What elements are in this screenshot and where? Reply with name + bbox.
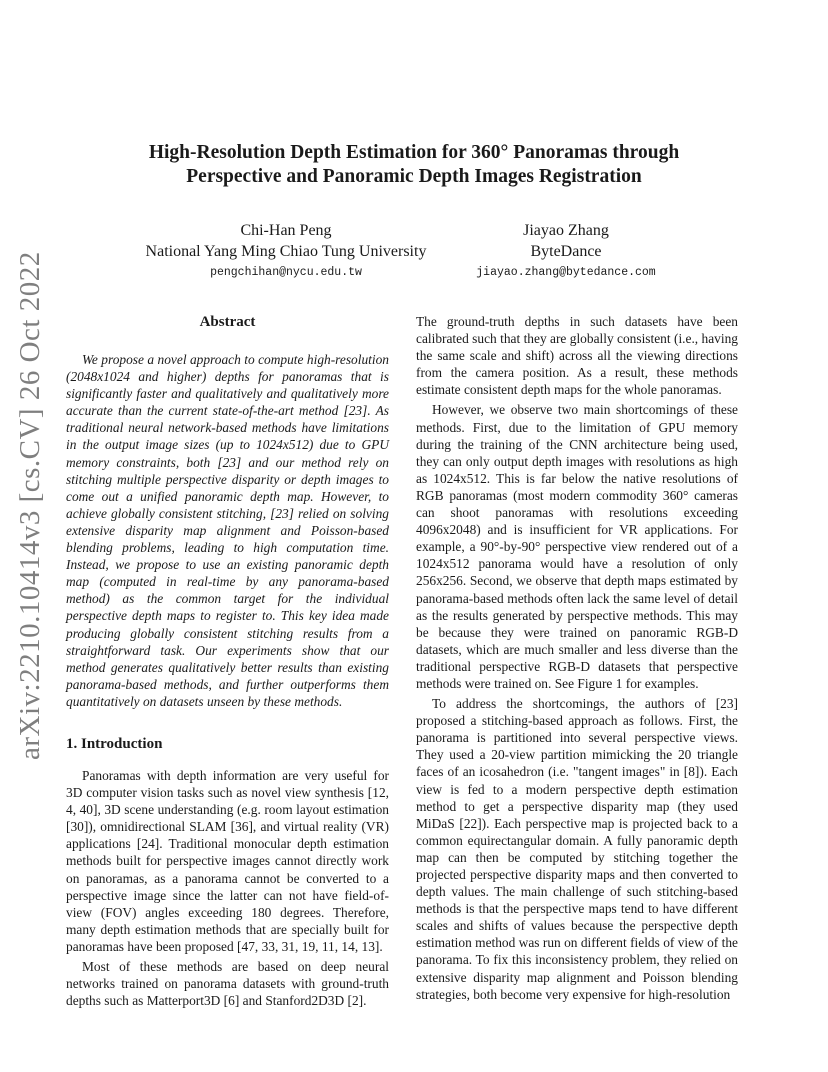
title-line-2: Perspective and Panoramic Depth Images Registration <box>186 166 642 187</box>
author-email[interactable]: pengchihan@nycu.edu.tw <box>210 266 362 279</box>
author-name: Chi-Han Peng <box>240 222 332 239</box>
author-1 <box>120 220 452 283</box>
author-affiliation: National Yang Ming Chiao Tung University <box>145 243 427 260</box>
body-paragraph-2: However, we observe two main shortcomings of these methods. First, due to the limitation of GPU memory during the training of the CNN architecture being used, they can only output depth images with resolutions as high as 1024x512. This is far below the native resolutions of RGB panoramas (most modern commodity 360° cameras can shoot panoramas with resolutions exceeding 4096x2048) and is insufficient for VR applications. For example, a 90°-by-90° perspective view rendered out of a 1024x512 panorama would have a resolution of only 256x256. Second, we observe that depth maps estimated by panorama-based methods often lack the same level of detail as the results generated by perspective methods. This may be because they were trained on panoramic RGB-D datasets, which are much smaller and less diverse than the traditional perspective RGB-D datasets that perspective methods were trained on. See Figure 1 for examples. <box>416 402 738 691</box>
left-column <box>66 310 389 1012</box>
introduction-heading: 1. Introduction <box>66 735 163 752</box>
paper-title <box>100 141 728 189</box>
body-paragraph-3: To address the shortcomings, the authors of [23] proposed a stitching-based approach as follows. First, the panorama is partitioned into several perspective views. They used a 20-view partition mimicking the 20 triangle faces of an icosahedron (i.e. "tangent images" in [8]). Each view is fed to a modern perspective depth estimation method to get a perspective disparity map (they used MiDaS [22]). Each perspective map is projected back to a common equirectangular domain. A fully panoramic depth map can then be computed by stitching together the projected perspective disparity maps and then converted to depth values. The main challenge of such stitching-based methods is that the perspective maps tend to have different scales and shifts of values because the perspective depth estimation method was run on different fields of view of the panorama. To fix this inconsistency problem, they relied on extensive disparity map alignment and Poisson blending strategies, both become very expensive for high-resolution <box>416 696 738 1002</box>
title-line-1: High-Resolution Depth Estimation for 360° Panoramas through <box>148 142 680 163</box>
author-affiliation: ByteDance <box>530 243 602 260</box>
author-name: Jiayao Zhang <box>523 222 609 239</box>
intro-paragraph-1: Panoramas with depth information are very useful for 3D computer vision tasks such as novel view synthesis [12, 4, 40], 3D scene understanding (e.g. room layout estimation [30]), omnidirectional SLAM [36], and virtual reality (VR) applications [24]. Traditional monocular depth estimation methods built for perspective images cannot directly work on panoramas, as a panorama cannot be converted to a perspective image since the latter can not have field-of-view (FOV) angles exceeding 180 degrees. Therefore, many depth estimation methods that are specially built for panoramas have been proposed [47, 33, 31, 19, 11, 14, 13]. <box>66 767 389 954</box>
body-paragraph-1: The ground-truth depths in such datasets have been calibrated such that they are globally consistent (i.e., having the same scale and shift) across all the viewing directions from the camera position. As a result, these methods estimate consistent depth maps for the whole panoramas. <box>416 314 738 398</box>
author-2 <box>470 220 662 283</box>
intro-paragraph-2: Most of these methods are based on deep neural networks trained on panorama datasets with ground-truth depths such as Matterport3D [6] and Stanford2D3D [2]. <box>66 959 389 1009</box>
author-email[interactable]: jiayao.zhang@bytedance.com <box>476 266 656 279</box>
arxiv-identifier: arXiv:2210.10414v3 [cs.CV] 26 Oct 2022 <box>14 251 46 760</box>
abstract-heading: Abstract <box>199 314 256 330</box>
abstract-text: We propose a novel approach to compute high-resolution (2048x1024 and higher) depths for panoramas that is significantly faster and qualitatively and qualitatively more accurate than the current state-of-the-art method [23]. As traditional neural network-based methods have limitations in the output image sizes (up to 1024x512) due to GPU memory constraints, both [23] and our method rely on stitching multiple perspective disparity or depth images to come out a unified panoramic depth map. However, to achieve globally consistent stitching, [23] relied on solving extensive disparity map alignment and Poisson-based blending problems, leading to high computation time. Instead, we propose to use an existing panoramic depth map (computed in real-time by any panorama-based method) as the common target for the individual perspective depth maps to register to. This key idea made producing globally consistent stitching results from a straightforward task. Our experiments show that our method generates qualitatively better results than existing panorama-based methods, and further outperforms them quantitatively on datasets unseen by these methods. <box>66 352 389 709</box>
right-column <box>416 313 738 1006</box>
